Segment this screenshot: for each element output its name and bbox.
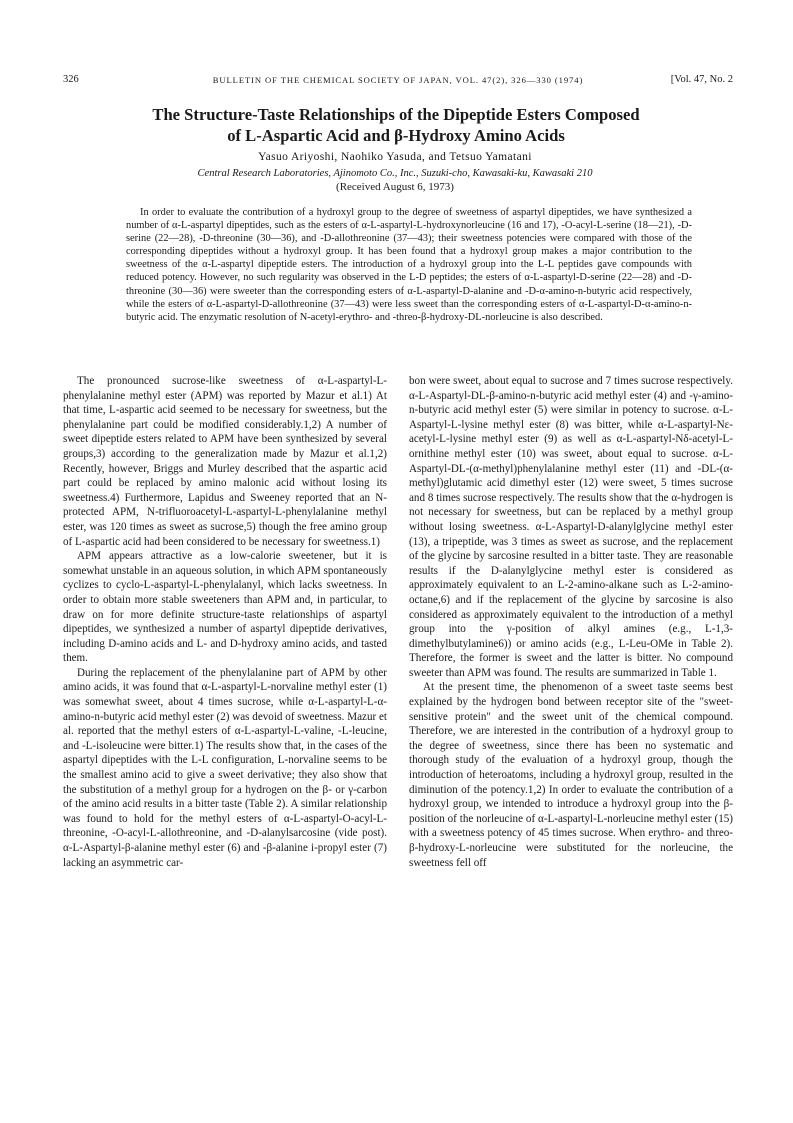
author-list: Yasuo Ariyoshi, Naohiko Yasuda, and Tetsuo Yamatani [258,151,532,163]
received-date: (Received August 6, 1973) [336,181,454,193]
journal-citation: BULLETIN OF THE CHEMICAL SOCIETY OF JAPAN, VOL. 47(2), 326—330 (1974) [212,75,584,85]
body-paragraph: The pronounced sucrose-like sweetness of α-L-aspartyl-L-phenylalanine methyl ester (APM) was reported by Mazur et al.1) At that time, L-aspartic acid seemed to be necessary for sweetness, but the phenylalanine part could be modified considerably.1,2) A number of sweet dipeptide esters related to APM have been synthesized by several groups,3) according to the generalization made by Mazur et al.1,2) Recently, however, Briggs and Murley described that the aspartic acid part could be replaced by amino malonic acid without losing its sweetness.4) Furthermore, Lapidus and Sweeney reported that an N-protected APM, N-trifluoroacetyl-L-aspartyl-L-phenylalanine methyl ester, was 120 times as sweet as sucrose,5) though the free amino group of L-aspartic acid had been considered to be necessary for sweetness.1) [63,375,387,548]
body-paragraph: During the replacement of the phenylalanine part of APM by other amino acids, it was found that α-L-aspartyl-L-norvaline methyl ester (1) was somewhat sweet, about 4 times sucrose, while α-L-aspartyl-L-α-amino-n-butyric acid methyl ester (2) was devoid of sweetness. Mazur et al. reported that the methyl esters of α-L-aspartyl-L-valine, -L-leucine, and -L-isoleucine were bitter.1) The results show that, in the cases of the aspartyl dipeptides with the L-L configuration, L-norvaline seems to be the smallest amino acid to give a sweet derivative; they also show that the substitution of a methyl group for a hydrogen on the β- or γ-carbon of the amino acid results in a bitter taste (Table 2). A similar relationship was found to hold for the methyl esters of α-L-aspartyl-O-acyl-L-threonine, -O-acyl-L-allothreonine, and -D-alanylsarcosine (vide post). α-L-Aspartyl-β-alanine methyl ester (6) and -β-alanine i-propyl ester (7) lacking an asymmetric car- [63,666,387,869]
right-column [409,374,733,870]
body-paragraph: APM appears attractive as a low-calorie sweetener, but it is somewhat unstable in an aqueous solution, in which APM spontaneously cyclizes to cyclo-L-aspartyl-L-phenylalanyl, which lacks sweetness. In order to obtain more stable sweeteners than APM and, in particular, to draw on for more definite structure-taste relationships of aspartyl dipeptides, we synthesized a number of aspartyl dipeptide derivatives, including D-amino acids and L- and D-hydroxy amino acids, and tasted them. [63,550,387,665]
running-header [63,72,733,88]
body-paragraph-continued: bon were sweet, about equal to sucrose and 7 times sucrose respectively. α-L-Aspartyl-DL-β-amino-n-butyric acid methyl ester (4) and -γ-amino-n-butyric acid methyl ester (5) were similar in potency to sucrose. α-L-Aspartyl-L-lysine methyl ester (8) was bitter, while α-L-aspartyl-Nε-acetyl-L-lysine methyl ester (9) as well as α-L-aspartyl-Nδ-acetyl-L-ornithine methyl ester (10) was sweet, about equal to sucrose. α-L-Aspartyl-DL-(α-methyl)phenylalanine methyl ester (11) and -DL-(α-methyl)glutamic acid dimethyl ester (12) were sweet, 5 times sucrose and 8 times sucrose respectively. The results show that the α-hydrogen is not necessary for sweetness, but can be replaced by a methyl group without losing sweetness. α-L-Aspartyl-D-alanylglycine methyl ester (13), a tripeptide, was 3 times as sweet as sucrose, and the replacement of the glycine by sarcosine resulted in a bitter taste. They are reasonable results if the D-alanylglycine methyl ester is considered as approximately equivalent to an L-2-amino-alkane such as L-2-amino-octane,6) and if the replacement of the glycine by sarcosine is also considered as approximately equivalent to the introduction of a methyl group into the γ-position of alkyl amines (e.g., L-1,3-dimethylbutylamine6)) or amino acids (e.g., L-Leu-OMe in Table 2). Therefore, the former is sweet and the latter is bitter. No compound sweeter than APM was found. The results are summarized in Table 1. [409,375,733,679]
page-number: 326 [63,74,79,85]
affiliation: Central Research Laboratories, Ajinomoto Co., Inc., Suzuki-cho, Kawasaki-ku, Kawasaki 210 [197,168,593,179]
title-line-2: of L-Aspartic Acid and β-Hydroxy Amino Acids [227,126,565,145]
volume-issue: [Vol. 47, No. 2 [670,74,733,85]
article-title [90,104,702,146]
body-paragraph: At the present time, the phenomenon of a sweet taste seems best explained by the hydrogen bond between receptor site of the "sweet-sensitive protein" and the sweet unit of the chemical compound. Therefore, we are interested in the contribution of a hydroxyl group to the degree of sweetness, since there has been no systematic and thorough study of the evaluation of a hydroxyl group, though the introduction of heteroatoms, including a hydroxyl group, resulted in the diminution of the potency.1,2) In order to evaluate the contribution of a hydroxyl group, we intended to introduce a hydroxyl group into the β-position of the norleucine of α-L-aspartyl-L-norleucine methyl ester (15) with a sweetness potency of 45 times sucrose. When erythro- and threo-β-hydroxy-L-norleucine were substituted for the norleucine, the sweetness fell off [409,681,733,869]
title-line-1: The Structure-Taste Relationships of the Dipeptide Esters Composed [152,105,640,124]
left-column [63,374,387,870]
abstract: In order to evaluate the contribution of a hydroxyl group to the degree of sweetness of aspartyl dipeptides, we have synthesized a number of α-L-aspartyl dipeptides, such as the esters of α-L-aspartyl-L-hydroxynorleucine (16 and 17), -O-acyl-L-serine (18—21), -D-serine (22—28), -D-threonine (30—36), and -D-allothreonine (37—43); their sweetness potencies were compared with those of the corresponding dipeptides without a hydroxyl group. It has been found that a hydroxyl group makes a major contribution to the sweetness of the α-L-aspartyl dipeptide esters. The introduction of a hydroxyl group into the L-L peptides gave compounds with reduced potency. However, no such regularity was observed in the L-D peptides; the esters of α-L-aspartyl-D-serine (22—28) and -D-threonine (30—36) were sweeter than the corresponding esters of α-L-aspartyl-D-alanine and -D-α-amino-n-butyric acid respectively, while the esters of α-L-aspartyl-D-allothreonine (37—43) were less sweet than the corresponding esters of α-L-aspartyl-D-α-amino-n-butyric acid. The enzymatic resolution of N-acetyl-erythro- and -threo-β-hydroxy-DL-norleucine is also described. [126,207,692,323]
